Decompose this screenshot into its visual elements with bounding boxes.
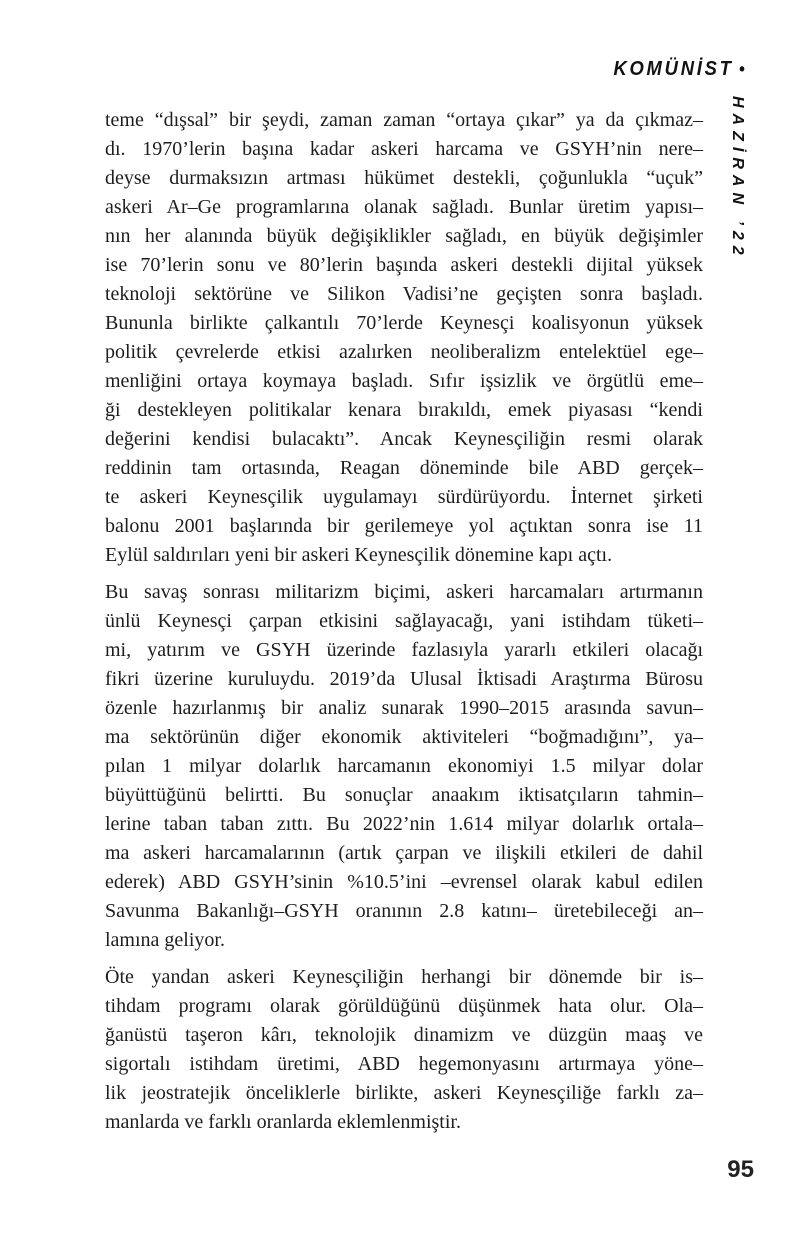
text-line: lamına geliyor.	[105, 929, 225, 951]
text-line: sigortalı istihdam üretimi, ABD hegemonyasını artırmaya yöne–	[105, 1053, 703, 1075]
text-line: askeri Ar–Ge programlarına olanak sağladı. Bunlar üretim yapısı–	[105, 196, 703, 218]
bullet-icon: •	[739, 59, 745, 79]
text-line: değerini kendisi bulacaktı”. Ancak Keynesçiliğin resmi olarak	[105, 428, 703, 450]
text-line: lerine taban taban zıttı. Bu 2022’nin 1.614 milyar dolarlık ortala–	[105, 813, 703, 835]
text-line: reddinin tam ortasında, Reagan döneminde bile ABD gerçek–	[105, 457, 703, 479]
text-line: pılan 1 milyar dolarlık harcamanın ekonomiyi 1.5 milyar dolar	[105, 755, 703, 777]
text-line: dı. 1970’lerin başına kadar askeri harcama ve GSYH’nin nere–	[105, 138, 703, 160]
text-line: özenle hazırlanmış bir analiz sunarak 1990–2015 arasında savun–	[105, 697, 703, 719]
body-text	[105, 106, 703, 1137]
text-line: Bununla birlikte çalkantılı 70’lerde Keynesçi koalisyonun yüksek	[105, 312, 703, 334]
text-line: Bu savaş sonrası militarizm biçimi, askeri harcamaları artırmanın	[105, 581, 703, 603]
text-line: fikri üzerine kuruluydu. 2019’da Ulusal İktisadi Araştırma Bürosu	[105, 668, 703, 690]
text-line: balonu 2001 başlarında bir gerilemeye yol açtıktan sonra ise 11	[105, 515, 703, 537]
text-line: ma askeri harcamalarının (artık çarpan ve ilişkili etkileri de dahil	[105, 842, 703, 864]
text-line: mi, yatırım ve GSYH üzerinde fazlasıyla yararlı etkileri olacağı	[105, 639, 703, 661]
paragraph	[105, 578, 703, 955]
text-line: menliğini ortaya koymaya başladı. Sıfır işsizlik ve örgütlü eme–	[105, 370, 703, 392]
text-line: Eylül saldırıları yeni bir askeri Keynesçilik dönemine kapı açtı.	[105, 544, 613, 566]
text-line: deyse durmaksızın artması hükümet destekli, çoğunlukla “uçuk”	[105, 167, 703, 189]
text-line: Öte yandan askeri Keynesçiliğin herhangi bir dönemde bir is–	[105, 966, 703, 988]
text-line: manlarda ve farklı oranlarda eklemlenmiştir.	[105, 1111, 461, 1133]
issue-date-vertical: HAZİRAN ’22	[729, 96, 746, 261]
journal-title	[613, 58, 745, 81]
paragraph	[105, 106, 703, 570]
text-line: ederek) ABD GSYH’sinin %10.5’ini –evrensel olarak kabul edilen	[105, 871, 703, 893]
journal-title-text: KOMÜNİST	[613, 58, 734, 80]
text-line: nın her alanında büyük değişiklikler sağladı, en büyük değişimler	[105, 225, 703, 247]
text-line: teme “dışsal” bir şeydi, zaman zaman “ortaya çıkar” ya da çıkmaz–	[105, 109, 703, 131]
text-line: Savunma Bakanlığı–GSYH oranının 2.8 katını– üretebileceği an–	[105, 900, 703, 922]
text-line: ise 70’lerin sonu ve 80’lerin başında askeri destekli dijital yüksek	[105, 254, 703, 276]
text-line: ği destekleyen politikalar kenara bırakıldı, emek piyasası “kendi	[105, 399, 703, 421]
text-line: büyüttüğünü belirtti. Bu sonuçlar anaakım iktisatçıların tahmin–	[105, 784, 703, 806]
paragraph	[105, 963, 703, 1137]
text-line: tihdam programı olarak görüldüğünü düşünmek hata olur. Ola–	[105, 995, 703, 1017]
text-line: ünlü Keynesçi çarpan etkisini sağlayacağı, yani istihdam tüketi–	[105, 610, 703, 632]
text-line: politik çevrelerde etkisi azalırken neoliberalizm entelektüel ege–	[105, 341, 703, 363]
text-line: teknoloji sektörüne ve Silikon Vadisi’ne geçişten sonra başladı.	[105, 283, 703, 305]
text-line: lik jeostratejik önceliklerle birlikte, askeri Keynesçiliğe farklı za–	[105, 1082, 703, 1104]
page-number: 95	[727, 1156, 754, 1183]
text-line: ğanüstü taşeron kârı, teknolojik dinamizm ve düzgün maaş ve	[105, 1024, 703, 1046]
text-line: ma sektörünün diğer ekonomik aktiviteleri “boğmadığını”, ya–	[105, 726, 703, 748]
text-line: te askeri Keynesçilik uygulamayı sürdürüyordu. İnternet şirketi	[105, 486, 703, 508]
